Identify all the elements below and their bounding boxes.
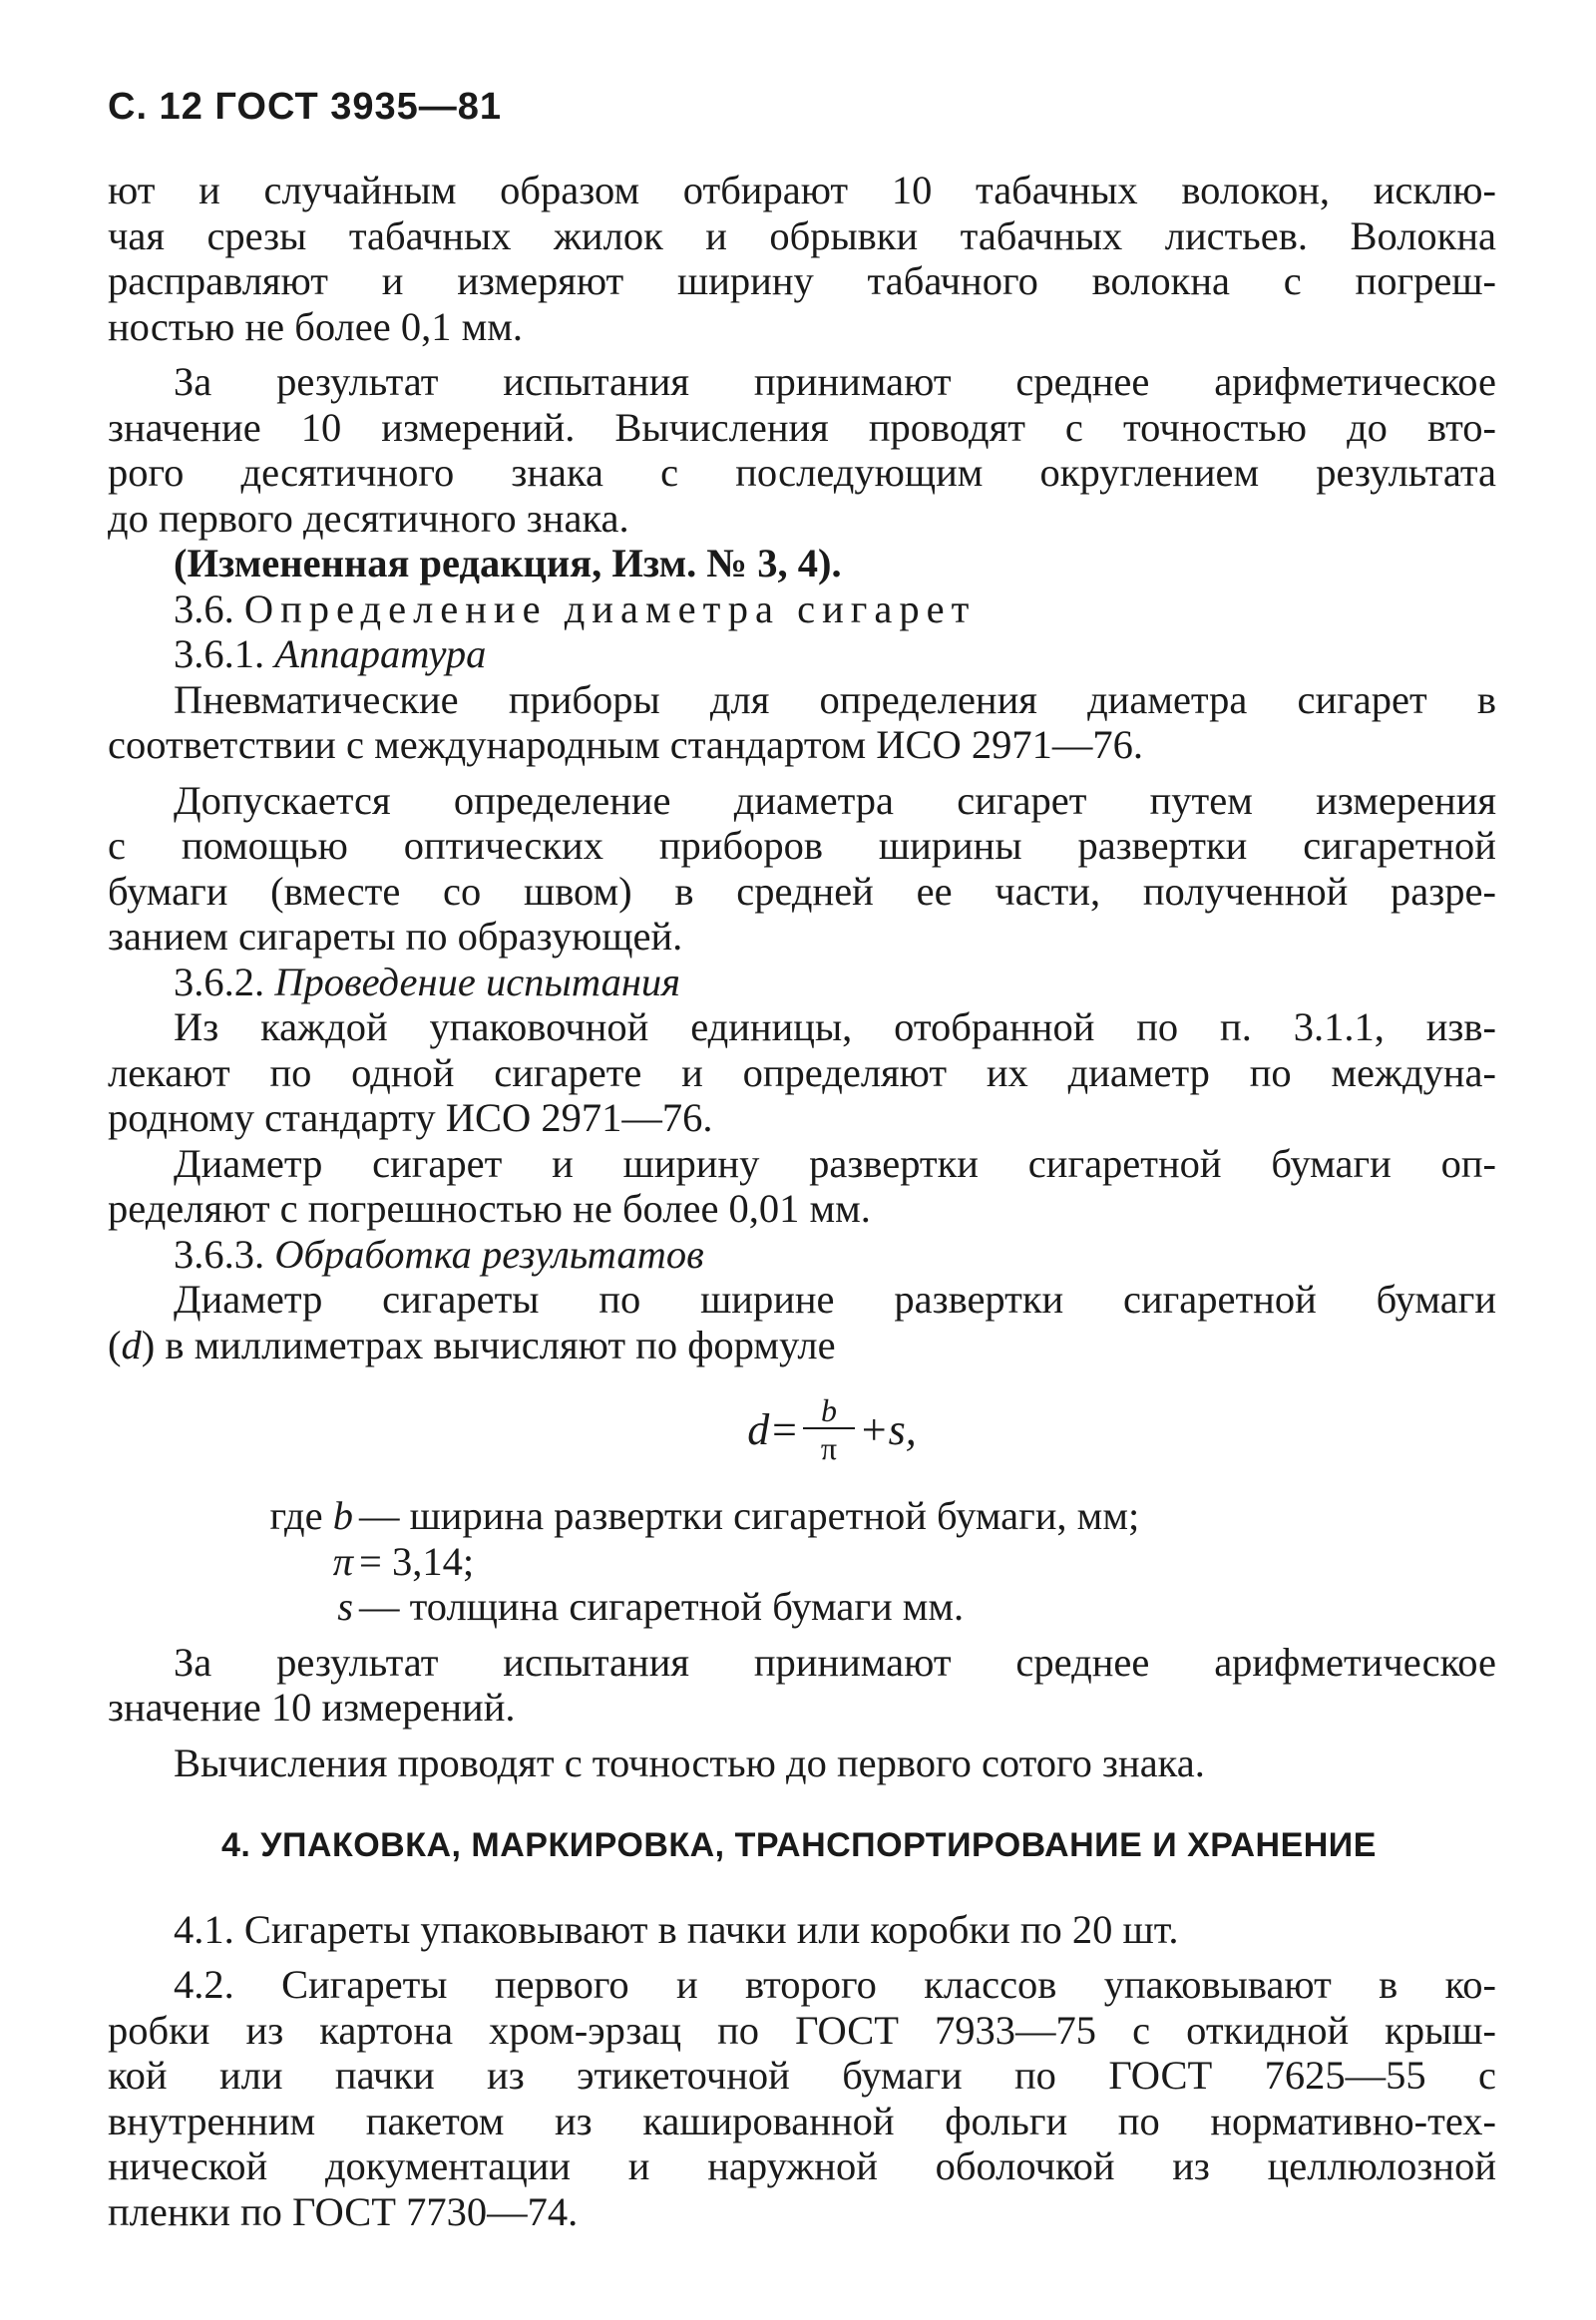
text-line: (d) в миллиметрах вычисляют по формуле — [108, 1322, 836, 1367]
definition-text: = 3,14; — [359, 1538, 475, 1584]
section-title: Обработка результатов — [274, 1231, 704, 1277]
paragraph-fiber-sampling — [108, 168, 1496, 349]
text-line: робки из картона хром-эрзац по ГОСТ 7933—75 с откидной крыш- — [108, 2007, 1496, 2053]
text-line: с помощью оптических приборов ширины развертки сигаретной — [108, 823, 1496, 868]
section-title: Определение диаметра сигарет — [243, 585, 977, 631]
text-line: до первого десятичного знака. — [108, 495, 629, 541]
definition-label: s — [337, 1584, 353, 1629]
paragraph-test-procedure — [108, 1004, 1496, 1141]
formula-numerator: b — [820, 1392, 837, 1428]
section-3-6-1-heading — [108, 631, 1496, 677]
formula-fraction — [803, 1393, 855, 1467]
clause-4-1: 4.1. Сигареты упаковывают в пачки или коробки по 20 шт. — [174, 1906, 1179, 1952]
diameter-formula — [168, 1367, 1496, 1493]
text-line: рого десятичного знака с последующим округлением результата — [108, 450, 1496, 495]
section-number: 3.6.1. — [174, 631, 265, 676]
text-line: кой или пачки из этикеточной бумаги по ГОСТ 7625—55 с — [108, 2053, 1496, 2098]
paragraph-formula-intro — [108, 1277, 1496, 1367]
text-line: 4.2. Сигареты первого и второго классов упаковывают в ко- — [174, 1962, 1496, 2007]
text-line: родному стандарту ИСО 2971—76. — [108, 1095, 713, 1140]
paragraph-apparatus — [108, 677, 1496, 768]
text-line: внутренним пакетом из кашированной фольги по нормативно-тех- — [108, 2098, 1496, 2143]
definition-row — [108, 1539, 1496, 1585]
section-3-6-2-heading — [108, 960, 1496, 1005]
variable-d: d — [121, 1322, 142, 1367]
paragraph-accuracy — [108, 1141, 1496, 1232]
section-number: 3.6.2. — [174, 959, 265, 1004]
text-line: соответствии с международным стандартом ИСО 2971—76. — [108, 722, 1144, 767]
definition-label: π — [332, 1538, 353, 1584]
formula-definitions — [108, 1493, 1496, 1630]
paragraph-calculation-precision: Вычисления проводят с точностью до первого сотого знака. — [174, 1740, 1205, 1785]
text-line: За результат испытания принимают среднее арифметическое — [174, 1639, 1496, 1685]
section-4-title: 4. УПАКОВКА, МАРКИРОВКА, ТРАНСПОРТИРОВАНИЕ И ХРАНЕНИЕ — [221, 1826, 1377, 1864]
text-line: расправляют и измеряют ширину табачного волокна с погреш- — [108, 258, 1496, 303]
definition-text: — ширина развертки сигаретной бумаги, мм; — [359, 1493, 1140, 1538]
formula-lhs: d= — [747, 1405, 799, 1455]
definition-text: — толщина сигаретной бумаги мм. — [359, 1584, 965, 1629]
paragraph-diameter-result — [108, 1640, 1496, 1731]
section-title: Аппаратура — [274, 631, 487, 676]
text-line: занием сигареты по образующей. — [108, 914, 683, 959]
section-title: Проведение испытания — [274, 959, 681, 1004]
text-line: Диаметр сигарет и ширину развертки сигаретной бумаги оп- — [174, 1140, 1496, 1186]
clause-4-2 — [108, 1962, 1496, 2234]
amendment-note: (Измененная редакция, Изм. № 3, 4). — [174, 541, 842, 585]
document-body — [108, 168, 1496, 2234]
formula-denominator: π — [820, 1430, 838, 1466]
section-3-6-heading — [108, 586, 1496, 632]
text-line: чая срезы табачных жилок и обрывки табачных листьев. Волокна — [108, 212, 1496, 258]
paragraph-fiber-result — [108, 359, 1496, 541]
text-line: лекают по одной сигарете и определяют их диаметр по междуна- — [108, 1049, 1496, 1095]
text-line: пленки по ГОСТ 7730—74. — [108, 2188, 579, 2234]
paragraph-optical-method — [108, 778, 1496, 960]
text-line: нической документации и наружной оболочкой из целлюлозной — [108, 2143, 1496, 2188]
definition-row — [108, 1493, 1496, 1539]
definition-row — [108, 1584, 1496, 1630]
text-line: Пневматические приборы для определения диаметра сигарет в — [174, 676, 1496, 722]
section-3-6-3-heading — [108, 1232, 1496, 1278]
text-line: За результат испытания принимают среднее арифметическое — [174, 359, 1496, 404]
definition-label: где b — [269, 1493, 353, 1538]
text-line: Допускается определение диаметра сигарет путем измерения — [174, 777, 1496, 823]
page-header: С. 12 ГОСТ 3935—81 — [108, 86, 503, 128]
formula-rhs: +s, — [858, 1405, 917, 1455]
text-line: ют и случайным образом отбирают 10 табачных волокон, исклю- — [108, 168, 1496, 212]
text-line: бумаги (вместе со швом) в средней ее части, полученной разре- — [108, 868, 1496, 914]
section-number: 3.6. — [174, 585, 234, 631]
text-line: значение 10 измерений. — [108, 1685, 516, 1730]
text-line: Диаметр сигареты по ширине развертки сигаретной бумаги — [174, 1277, 1496, 1322]
text-line: значение 10 измерений. Вычисления проводят с точностью до вто- — [108, 404, 1496, 450]
text-line: Из каждой упаковочной единицы, отобранной по п. 3.1.1, изв- — [174, 1004, 1496, 1049]
text-line: ределяют с погрешностью не более 0,01 мм. — [108, 1186, 871, 1231]
section-number: 3.6.3. — [174, 1231, 265, 1277]
text-line: ностью не более 0,1 мм. — [108, 303, 523, 349]
